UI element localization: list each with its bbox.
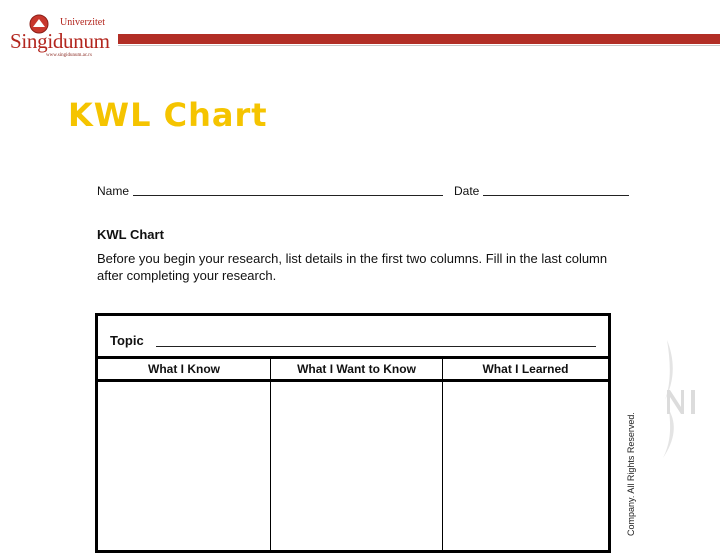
- header-red-bar: [118, 34, 720, 44]
- logo-url: www.singidunum.ac.rs: [46, 53, 92, 58]
- slide-title: KWL Chart: [68, 96, 268, 134]
- name-line: [133, 195, 443, 196]
- copyright-notice: Company. All Rights Reserved.: [626, 412, 636, 536]
- column-header-want-to-know: What I Want to Know: [270, 359, 442, 379]
- header-divider: [118, 45, 720, 46]
- university-logo: [10, 14, 118, 58]
- column-divider: [442, 382, 443, 550]
- worksheet-heading: KWL Chart: [97, 227, 164, 242]
- name-label: Name: [97, 184, 130, 198]
- topic-line: [156, 346, 596, 347]
- kwl-header-row: [98, 356, 608, 382]
- logo-name: Singidunum: [10, 29, 110, 53]
- column-header-know: What I Know: [148, 362, 220, 376]
- kwl-table: [95, 313, 611, 553]
- column-header-learned: What I Learned: [442, 359, 608, 379]
- date-label: Date: [454, 184, 480, 198]
- column-divider: [270, 382, 271, 550]
- topic-label: Topic: [110, 333, 144, 348]
- logo-subtitle: Univerzitet: [60, 17, 105, 28]
- watermark-emblem-icon: [661, 340, 720, 460]
- worksheet-instructions: Before you begin your research, list details in the first two columns. Fill in the last column after completing your research.: [97, 251, 608, 283]
- date-line: [483, 195, 629, 196]
